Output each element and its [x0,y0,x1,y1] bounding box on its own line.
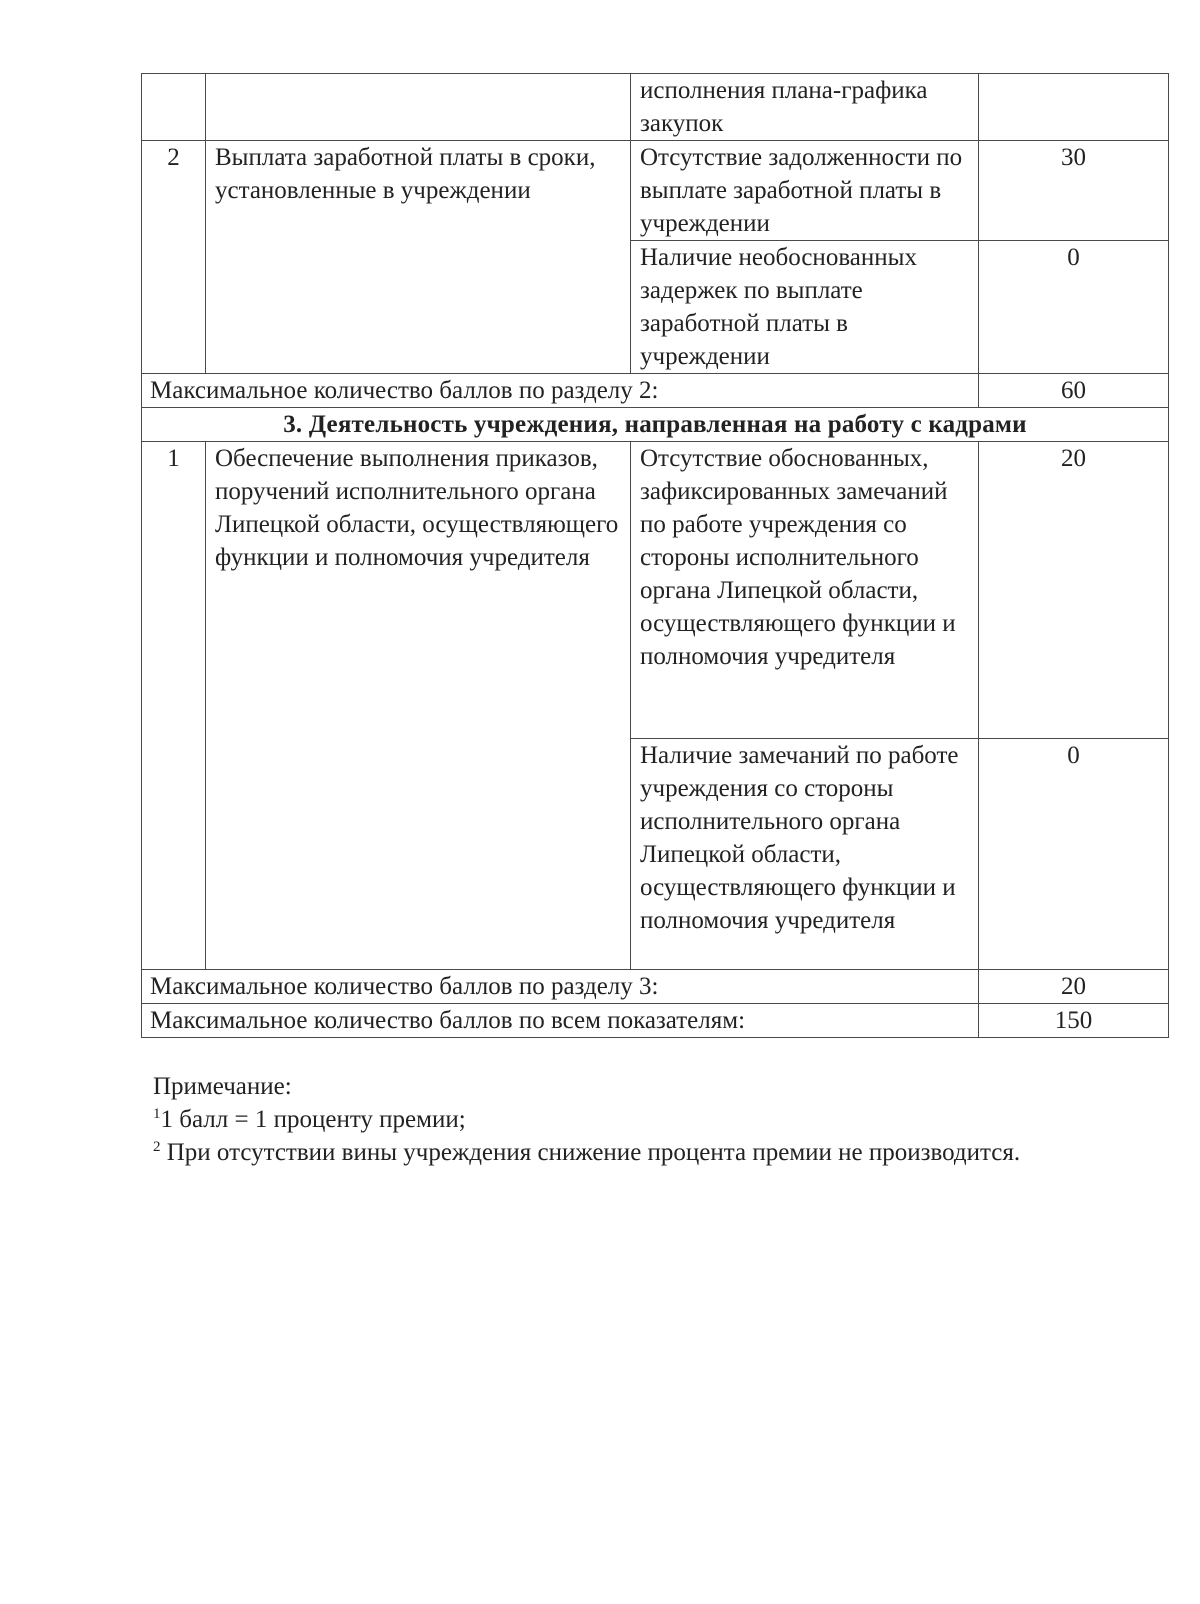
footnote-mark: 1 [153,1106,161,1122]
criterion-cell: Отсутствие обоснованных, зафиксированных замечаний по работе учреждения со стороны исполнительного органа Липецкой области, осуществляющего функции и полномочия учредителя [631,442,979,739]
criterion-cell: Отсутствие задолженности по выплате заработной платы в учреждении [631,141,979,241]
indicator-cell: Обеспечение выполнения приказов, поручений исполнительного органа Липецкой области, осуществляющего функции и полномочия учредителя [206,442,631,970]
score-cell: 30 [979,141,1169,241]
section-2-total-value: 60 [979,374,1169,408]
section-2-total-label: Максимальное количество баллов по разделу 2: [142,374,979,408]
grand-total-row [142,1004,1169,1038]
note-item [153,1103,1020,1136]
note-text: 1 балл = 1 проценту премии; [160,1106,466,1133]
section-heading-row [142,408,1169,442]
score-cell: 0 [979,241,1169,374]
score-cell: 0 [979,739,1169,970]
criterion-cell: исполнения плана-графика закупок [631,74,979,141]
notes-heading: Примечание: [153,1073,292,1100]
section-3-total-label: Максимальное количество баллов по разделу 3: [142,970,979,1004]
criterion-cell: Наличие замечаний по работе учреждения со стороны исполнительного органа Липецкой области, осуществляющего функции и полномочия учредителя [631,739,979,970]
section-3-total-value: 20 [979,970,1169,1004]
indicator-cell: Выплата заработной платы в сроки, установленные в учреждении [206,141,631,374]
indicator-cell [206,74,631,141]
notes-block [153,1070,1020,1169]
grand-total-value: 150 [979,1004,1169,1038]
table-row [142,141,1169,241]
criterion-cell: Наличие необоснованных задержек по выплате заработной платы в учреждении [631,241,979,374]
score-cell: 20 [979,442,1169,739]
note-text: При отсутствии вины учреждения снижение процента премии не производится. [160,1139,1021,1166]
footnote-mark: 2 [153,1139,161,1155]
score-cell [979,74,1169,141]
row-number-cell: 2 [142,141,206,374]
section-3-title: 3. Деятельность учреждения, направленная на работу с кадрами [142,408,1169,442]
row-number-cell: 1 [142,442,206,970]
section-total-row [142,970,1169,1004]
grand-total-label: Максимальное количество баллов по всем показателям: [142,1004,979,1038]
table-row [142,442,1169,739]
note-item [153,1136,1020,1169]
section-total-row [142,374,1169,408]
criteria-table [141,73,1169,1038]
row-number-cell [142,74,206,141]
table-row [142,74,1169,141]
